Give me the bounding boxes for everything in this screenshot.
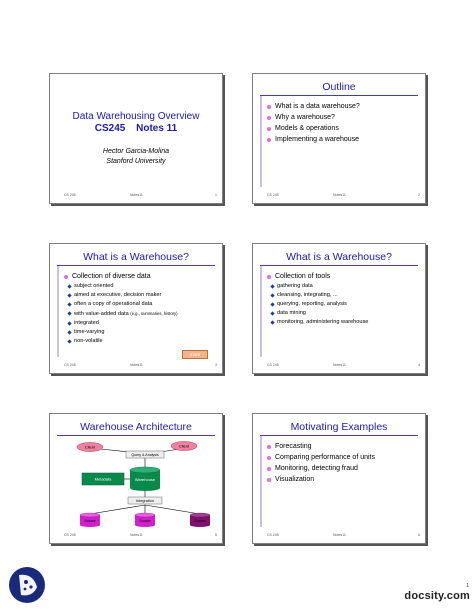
slide-footer <box>60 531 217 539</box>
bullet-item: Why a warehouse? <box>266 112 421 123</box>
side-accent-bar <box>57 266 59 357</box>
bullet-item: Monitoring, detecting fraud <box>266 463 421 474</box>
sub-bullet-item: non-volatile <box>67 337 218 346</box>
brand-link[interactable]: docsity.com <box>404 590 470 602</box>
slide-footer <box>263 531 420 539</box>
logo-dot <box>24 588 27 591</box>
footer-notes: Notes11 <box>130 193 143 197</box>
bullet-list <box>266 101 421 145</box>
sub-bullet-item: querying, reporting, analysis <box>270 300 421 309</box>
side-accent-bar <box>260 436 262 527</box>
source-cylinder-bottom <box>135 523 155 527</box>
slide-title: Outline <box>260 79 418 96</box>
footer-notes: Notes11 <box>333 363 346 367</box>
client-label: Client <box>84 444 96 450</box>
slide-footer <box>263 191 420 199</box>
sub-bullet-item: time-varying <box>67 328 218 337</box>
bullet-item: Implementing a warehouse <box>266 134 421 145</box>
slide-title: Warehouse Architecture <box>57 419 215 436</box>
sub-bullet-item: gathering data <box>270 282 421 291</box>
sub-bullet-item: monitoring, administering warehouse <box>270 318 421 327</box>
bullet-item: Collection of diverse data <box>63 271 218 282</box>
footer-course: CS 245 <box>267 193 279 197</box>
slide-4 <box>252 243 426 374</box>
logo-dot <box>24 580 28 584</box>
slide-2 <box>252 73 426 204</box>
footer-course: CS 245 <box>64 533 76 537</box>
sub-bullet-item: aimed at executive, decision maker <box>67 291 218 300</box>
source-cylinder-bottom <box>190 523 210 527</box>
source-label: Source <box>84 519 96 523</box>
warehouse-label: Warehouse <box>134 477 156 482</box>
architecture-diagram <box>60 438 220 530</box>
footer-number: 5 <box>215 533 217 537</box>
page-number: 1 <box>466 583 469 589</box>
slide-footer <box>60 361 217 369</box>
footer-notes: Notes11 <box>333 193 346 197</box>
slide-3 <box>49 243 223 374</box>
author: Hector Garcia-Molina <box>102 148 170 155</box>
footer-number: 6 <box>418 533 420 537</box>
logo-dot <box>29 585 32 588</box>
footer-course: CS 245 <box>64 363 76 367</box>
slide-5 <box>49 413 223 544</box>
footer-notes: Notes11 <box>130 533 143 537</box>
bullet-item: Models & operations <box>266 123 421 134</box>
integration-label: Integration <box>136 499 154 503</box>
warehouse-cylinder-bottom <box>130 485 160 491</box>
bullet-list <box>63 271 218 282</box>
notes-label: Notes 11 <box>136 123 178 134</box>
affiliation: Stanford University <box>106 158 166 165</box>
sub-bullet-item: integrated <box>67 319 218 328</box>
slide-6 <box>252 413 426 544</box>
bullet-item: Visualization <box>266 474 421 485</box>
metadata-label: Metadata <box>94 476 112 482</box>
sub-bullet-text: with value-added data <box>74 311 129 317</box>
course-line <box>50 122 222 135</box>
side-accent-bar <box>260 96 262 187</box>
connector-line <box>100 449 130 452</box>
bullet-item: Forecasting <box>266 441 421 452</box>
bullet-list <box>266 271 421 282</box>
slide-title: Data Warehousing Overview <box>72 111 200 122</box>
footer-number: 1 <box>215 193 217 197</box>
query-label: Query & Analysis <box>131 453 159 457</box>
course-code: CS245 <box>94 123 126 134</box>
footer-number: 4 <box>418 363 420 367</box>
sub-bullet-item: subject oriented <box>67 282 218 291</box>
sub-bullet-item: cleansing, integrating, ... <box>270 291 421 300</box>
slide-1 <box>49 73 223 204</box>
bullet-item: Collection of tools <box>266 271 421 282</box>
sub-bullet-item: data mining <box>270 309 421 318</box>
slide-footer <box>60 191 217 199</box>
sub-bullet-list <box>63 282 218 346</box>
warehouse-cylinder-top <box>130 467 160 473</box>
sub-bullet-item <box>67 309 218 319</box>
bullet-item: Comparing performance of units <box>266 452 421 463</box>
docsity-logo-icon[interactable] <box>7 565 47 605</box>
footer-notes: Notes11 <box>333 533 346 537</box>
footer-notes: Notes11 <box>130 363 143 367</box>
connector-line <box>145 505 200 514</box>
sub-bullet-list <box>266 282 421 327</box>
slide-footer <box>263 361 420 369</box>
slide-title: Motivating Examples <box>260 419 418 436</box>
sub-bullet-item: often a copy of operational data <box>67 300 218 309</box>
slide-title: What is a Warehouse? <box>57 249 215 266</box>
slide-title: What is a Warehouse? <box>260 249 418 266</box>
connector-line <box>90 505 145 514</box>
source-cylinder-top <box>190 513 210 517</box>
footer-number: 3 <box>215 363 217 367</box>
sub-bullet-note: (e.g., summaries, history) <box>130 311 178 316</box>
source-label: Source <box>194 519 206 523</box>
client-label: Client <box>178 443 190 449</box>
source-cylinder-top <box>135 513 155 517</box>
source-label: Source <box>139 519 151 523</box>
footer-course: CS 245 <box>64 193 76 197</box>
bullet-list <box>266 441 421 485</box>
source-cylinder-top <box>80 513 100 517</box>
footer-course: CS 245 <box>267 533 279 537</box>
footer-number: 2 <box>418 193 420 197</box>
bullet-item: What is a data warehouse? <box>266 101 421 112</box>
source-cylinder-bottom <box>80 523 100 527</box>
side-accent-bar <box>260 266 262 357</box>
more-button[interactable]: more <box>182 350 208 359</box>
footer-course: CS 245 <box>267 363 279 367</box>
